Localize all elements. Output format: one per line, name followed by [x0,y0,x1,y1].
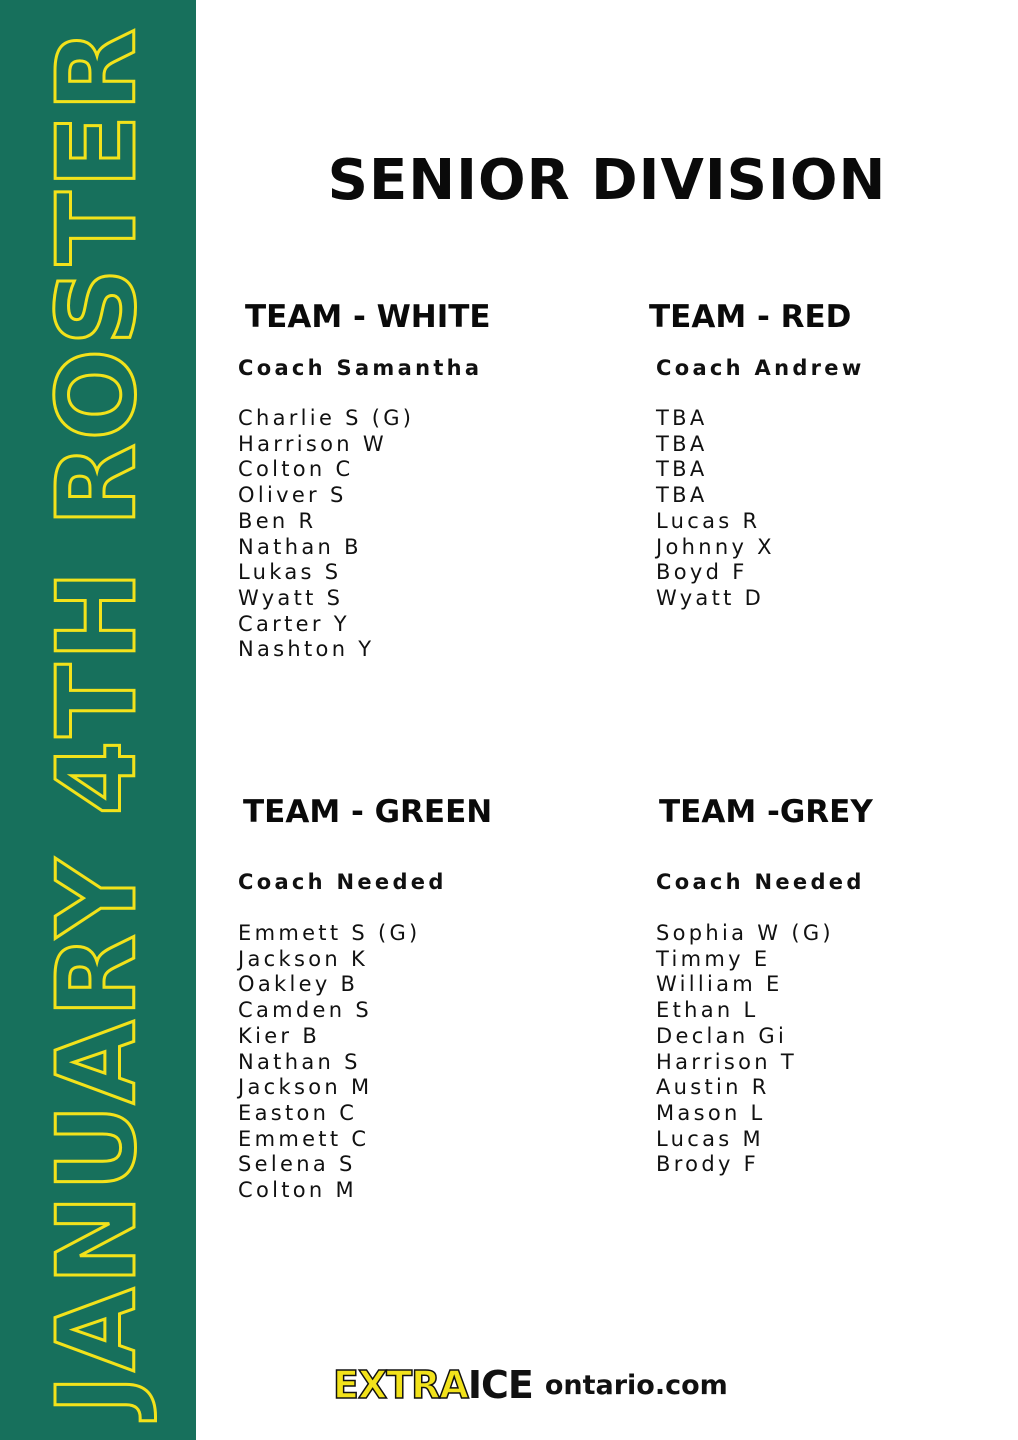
sidebar-banner [0,0,196,1440]
player-item: Kier B [238,1023,321,1048]
player-item: Ethan L [656,998,759,1023]
coach-name: Coach Needed [238,870,447,894]
team-name: TEAM -GREY [659,794,873,830]
player-list [238,406,414,663]
website-text: ontario.com [544,1369,728,1401]
player-item: Emmett C [238,1126,370,1151]
player-item: Nathan S [238,1049,361,1074]
team-red-section [649,299,989,610]
player-item: TBA [656,406,708,430]
team-green-section [238,794,583,1203]
player-item: William E [656,972,783,997]
player-item: Nashton Y [238,637,375,662]
player-item: Timmy E [656,946,771,971]
player-item: TBA [656,431,708,456]
player-item: Oliver S [238,483,347,508]
player-item: Declan Gi [656,1023,788,1048]
coach-name: Coach Needed [656,870,865,894]
extraice-logo [333,1363,533,1407]
player-item: Mason L [656,1100,766,1125]
roster-date-title: JANUARY 4TH ROSTER [35,25,160,1415]
player-list [656,406,775,612]
player-item: Harrison W [238,431,387,456]
team-name: TEAM - RED [649,299,852,335]
player-item: Jackson M [238,1075,373,1100]
player-item: Boyd F [656,560,748,585]
team-white-section [238,299,585,662]
player-item: Brody F [656,1152,760,1177]
player-item: Nathan B [238,534,362,559]
player-item: Lukas S [238,560,342,585]
player-item: Austin R [656,1075,770,1100]
division-title: SENIOR DIVISION [327,148,887,213]
player-item: Lucas M [656,1126,764,1151]
player-item: Colton C [238,457,354,482]
player-item: Camden S [238,998,372,1023]
player-item: Oakley B [238,972,359,997]
player-item: Jackson K [238,946,369,971]
footer [333,1362,728,1408]
player-item: TBA [656,483,708,508]
player-item: Wyatt D [656,585,765,610]
team-name: TEAM - GREEN [243,794,493,830]
team-name: TEAM - WHITE [245,299,491,335]
team-grey-section [656,794,999,1177]
player-item: Harrison T [656,1049,797,1074]
player-item: Colton M [238,1178,357,1203]
player-item: Johnny X [656,534,775,559]
coach-name: Coach Samantha [238,356,483,380]
player-item: Charlie S (G) [238,406,415,430]
player-item: Ben R [238,508,317,533]
logo-ice-text: ICE [467,1363,533,1407]
player-item: Easton C [238,1100,358,1125]
player-item: TBA [656,457,708,482]
player-item: Sophia W (G) [656,921,834,945]
player-item: Lucas R [656,508,761,533]
player-item: Carter Y [238,611,350,636]
logo-extra-text: EXTRA [333,1363,468,1407]
player-item: Wyatt S [238,585,344,610]
player-list [238,921,421,1204]
coach-name: Coach Andrew [656,356,865,380]
player-item: Selena S [238,1152,356,1177]
player-item: Emmett S (G) [238,921,421,945]
player-list [656,921,834,1178]
